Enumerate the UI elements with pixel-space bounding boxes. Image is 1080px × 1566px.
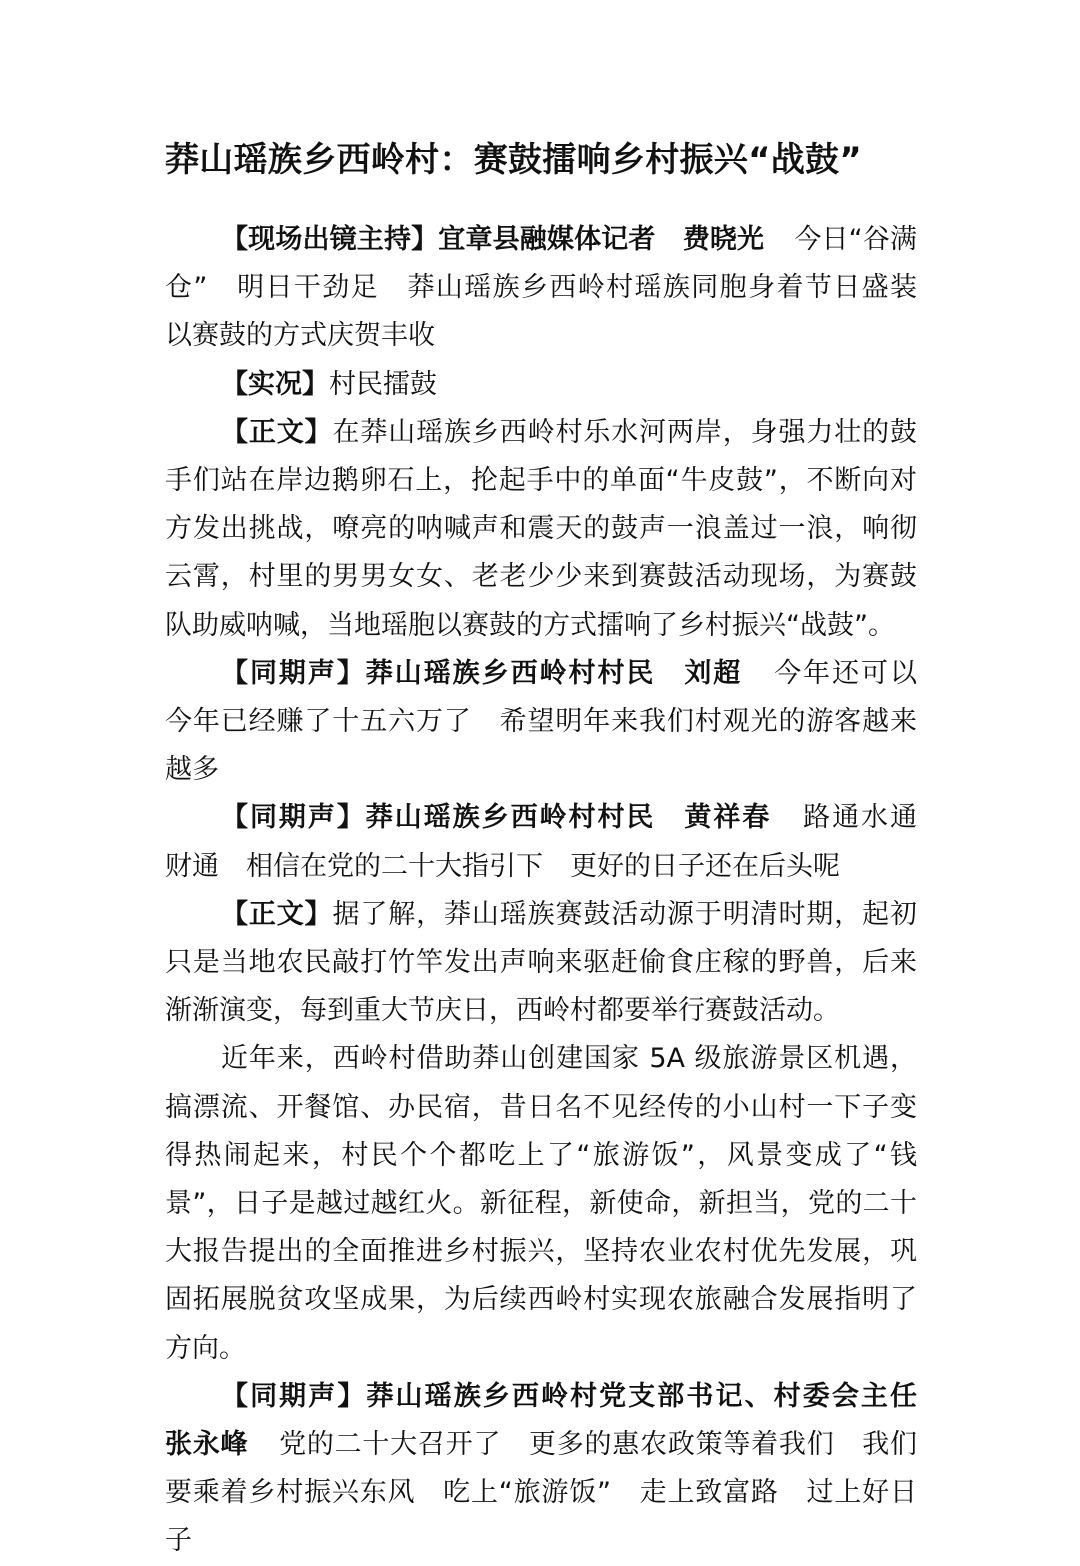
- section-label: 【实况】: [221, 368, 329, 400]
- section-label: 【正文】: [221, 898, 333, 930]
- speaker-name: 莽山瑶族乡西岭村村民 黄祥春: [365, 802, 772, 834]
- speaker-name: 莽山瑶族乡西岭村党支部书记、村委会主任 张永峰: [165, 1380, 945, 1461]
- paragraph-main-text-2: [165, 891, 917, 1036]
- paragraph-host-intro: [165, 216, 944, 361]
- document-title: 莽山瑶族乡西岭村：赛鼓擂响乡村振兴“战鼓”: [165, 140, 862, 180]
- paragraph-soundbite-huangxiangchun: [165, 794, 945, 890]
- paragraph-text: 村民擂鼓: [329, 368, 437, 400]
- paragraph-text: 近年来，西岭村借助莽山创建国家 5A 级旅游景区机遇，搞漂流、开餐馆、办民宿，昔日名不见经传的小山村一下子变得热闹起来，村民个个都吃上了“旅游饭”，风景变成了“钱景”，日子是越过越红火。新征程，新使命，新担当，党的二十大报告提出的全面推进乡村振兴，坚持农业农村优先发展，巩固拓展脱贫攻坚成果，为后续西岭村实现农旅融合发展指明了方向。: [165, 1043, 917, 1364]
- section-label: 【现场出镜主持】: [221, 224, 439, 255]
- speaker-name: 宜章县融媒体记者 费晓光: [438, 224, 765, 255]
- paragraph-text: 据了解，莽山瑶族赛鼓活动源于明清时期，起初只是当地农民敲打竹竿发出声响来驱赶偷食庄稼的野兽，后来渐渐演变，每到重大节庆日，西岭村都要举行赛鼓活动。: [165, 898, 917, 1027]
- paragraph-text: 路通水通 财通 相信在党的二十大指引下 更好的日子还在后头呢: [165, 802, 945, 882]
- paragraph-main-text-3: [165, 1035, 917, 1372]
- section-label: 【同期声】: [221, 1380, 367, 1412]
- paragraph-live-sound: [165, 361, 917, 409]
- paragraph-text: 今日“谷满仓” 明日干劲足 莽山瑶族乡西岭村瑶族同胞身着节日盛装 以赛鼓的方式庆贺丰收: [165, 224, 944, 352]
- paragraph-text: 党的二十大召开了 更多的惠农政策等着我们 我们要乘着乡村振兴东风 吃上“旅游饭” 走上致富路 过上好日子: [165, 1429, 918, 1557]
- paragraph-text: 今年还可以 今年已经赚了十五六万了 希望明年来我们村观光的游客越来越多: [165, 657, 945, 786]
- paragraph-soundbite-liuchao: [165, 650, 945, 795]
- section-label: 【同期声】: [221, 802, 366, 834]
- section-label: 【同期声】: [221, 657, 366, 689]
- paragraph-main-text-1: [165, 409, 917, 650]
- paragraph-text: 在莽山瑶族乡西岭村乐水河两岸，身强力壮的鼓手们站在岸边鹅卵石上，抡起手中的单面“牛皮鼓”，不断向对方发出挑战，嘹亮的呐喊声和震天的鼓声一浪盖过一浪，响彻云霄，村里的男男女女、老老少少来到赛鼓活动现场，为赛鼓队助威呐喊，当地瑶胞以赛鼓的方式擂响了乡村振兴“战鼓”。: [165, 416, 917, 641]
- paragraph-soundbite-zhangyongfeng: [165, 1373, 945, 1566]
- speaker-name: 莽山瑶族乡西岭村村民 刘超: [365, 657, 743, 689]
- section-label: 【正文】: [221, 416, 333, 448]
- document-body: [165, 216, 945, 1566]
